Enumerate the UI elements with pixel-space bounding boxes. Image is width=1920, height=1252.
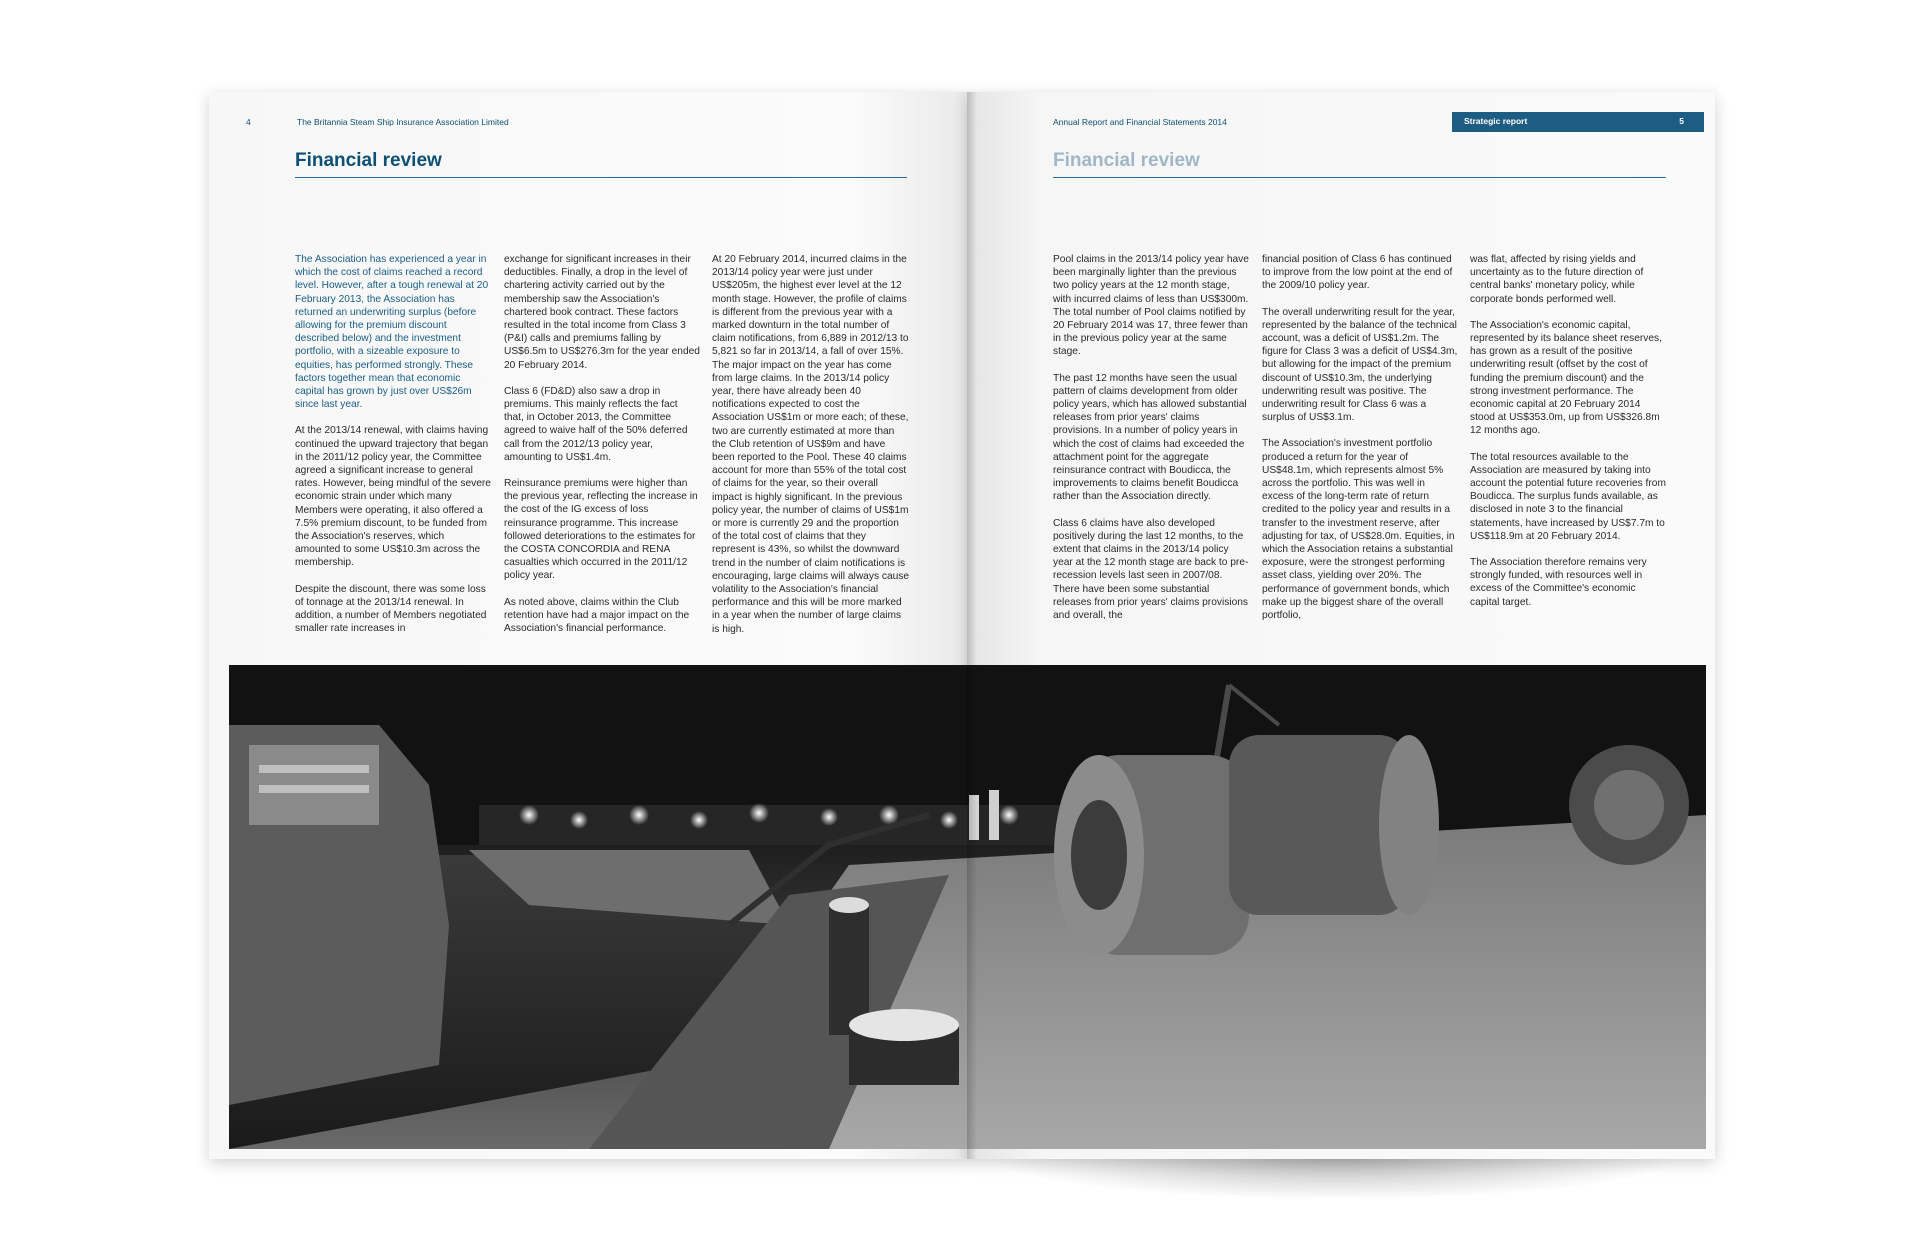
paragraph: The Association's investment portfolio produced a return for the year of US$48.1m, which represents almost 5% across the portfolio. This was well in excess of the long-term rate of return credited to the policy year and results in a transfer to the investment reserve, after adjusting for tax, of US$28.0m. Equities, in which the Association retains a substantial exposure, were the strongest performing asset class, yielding over 20%. The performance of government bonds, which make up the biggest share of the overall portfolio, [1262, 438, 1455, 622]
paragraph: As noted above, claims within the Club retention have had a major impact on the Association's financial performance. [504, 596, 690, 635]
right-page-title: Financial review [1053, 150, 1200, 171]
paragraph: was flat, affected by rising yields and uncertainty as to the future direction of central banks' monetary policy, while corporate bonds performed well. [1470, 254, 1644, 305]
paragraph: Reinsurance premiums were higher than the previous year, reflecting the increase in the cost of the IG excess of loss reinsurance programme. This increase followed deteriorations to the estimates for the COSTA CONCORDIA and RENA casualties which occurred in the 2011/12 policy year. [504, 478, 698, 582]
paragraph: Class 6 (FD&D) also saw a drop in premiums. This mainly reflects the fact that, in October 2013, the Committee agreed to waive half of the 50% deferred call from the 2012/13 policy year, amounting to US$1.4m. [504, 385, 688, 463]
right-running-head: Annual Report and Financial Statements 2014 [1053, 117, 1227, 127]
right-page-number: 5 [1679, 116, 1684, 126]
paragraph: The past 12 months have seen the usual pattern of claims development from older policy years, which has allowed substantial releases from prior years' claims provisions. In a number of policy years in which the cost of claims had exceeded the attachment point for the aggregate reinsurance contract with Boudicca, the improvements to claims benefit Boudicca rather than the Association directly. [1053, 372, 1247, 503]
intro-paragraph: The Association has experienced a year in which the cost of claims reached a record level. However, after a tough renewal at 20 February 2013, the Association has returned an underwriting surplus (before allowing for the premium discount described below) and the investment portfolio, with a sizeable exposure to equities, has performed strongly. These factors together mean that economic capital has grown by just over US$26m since last year. [295, 254, 489, 411]
left-page-number: 4 [246, 117, 251, 127]
left-column-3 [712, 253, 910, 649]
paragraph: financial position of Class 6 has continued to improve from the low point at the end of the 2009/10 policy year. [1262, 254, 1453, 292]
left-page-title: Financial review [295, 150, 442, 171]
paragraph: Despite the discount, there was some loss of tonnage at the 2013/14 renewal. In addition, a number of Members negotiated smaller rate increases in [295, 583, 487, 635]
right-title-rule [1053, 177, 1666, 178]
left-column-2 [504, 253, 700, 648]
paragraph: The overall underwriting result for the year, represented by the balance of the technical account, was a deficit of US$1.2m. The figure for Class 3 was a deficit of US$4.3m, but allowing for the impact of the premium discount of US$10.3m, the underlying underwriting result was positive. The underwriting result for Class 6 was a surplus of US$3.1m. [1262, 306, 1458, 424]
right-column-2 [1262, 253, 1458, 635]
paragraph: Pool claims in the 2013/14 policy year have been marginally lighter than the previous two policy years at the 12 month stage, with incurred claims of less than US$300m. The total number of Pool claims notified by 20 February 2014 was 17, three fewer than in the previous policy year at the same stage. [1053, 254, 1249, 358]
section-banner-label: Strategic report [1464, 116, 1528, 126]
left-column-1 [295, 253, 491, 648]
left-running-head: The Britannia Steam Ship Insurance Association Limited [297, 117, 509, 127]
paragraph: The Association therefore remains very strongly funded, with resources well in excess of the Committee's economic capital target. [1470, 557, 1647, 608]
spread-gutter [967, 92, 977, 1159]
section-banner [1452, 112, 1704, 132]
right-column-3 [1470, 253, 1666, 622]
paragraph: exchange for significant increases in their deductibles. Finally, a drop in the level of chartering activity carried out by the membership saw the Association's chartered book contract. These factors resulted in the total income from Class 3 (P&I) calls and premiums falling by US$6.5m to US$276.3m for the year ended 20 February 2014. [504, 254, 700, 371]
paragraph: Class 6 claims have also developed positively during the last 12 months, to the extent that claims in the 2013/14 policy year at the 12 month stage are back to pre-recession levels last seen in 2007/08. There have been some substantial releases from prior years' claims provisions and overall, the [1053, 517, 1249, 622]
paragraph: At 20 February 2014, incurred claims in the 2013/14 policy year were just under US$205m, the highest ever level at the 12 month stage. However, the profile of claims is different from the previous year with a marked downturn in the total number of claim notifications, from 6,889 in 2012/13 to 5,821 so far in 2013/14, a fall of over 15%. The major impact on the year has come from large claims. In the 2013/14 policy year, there have already been 40 notifications expected to cost the Association US$1m or more each; of these, two are currently estimated at more than the Club retention of US$9m and have been reported to the Pool. These 40 claims account for more than 55% of the total cost of claims for the year, so their overall impact is highly significant. In the previous policy year, the number of claims of US$1m or more is currently 29 and the proportion of the total cost of claims that they represent is 43%, so whilst the downward trend in the number of claim notifications is encouraging, large claims will always cause volatility to the Association's financial performance and this will be more marked in a year when the number of large claims is high. [712, 254, 910, 635]
left-title-rule [295, 177, 907, 178]
right-column-1 [1053, 253, 1249, 635]
paragraph: At the 2013/14 renewal, with claims having continued the upward trajectory that began in the 2011/12 policy year, the Committee agreed a significant increase to general rates. However, being mindful of the severe economic strain under which many Members were operating, it also offered a 7.5% premium discount, to be funded from the Association's reserves, which amounted to some US$10.3m across the membership. [295, 425, 491, 569]
paragraph: The Association's economic capital, represented by its balance sheet reserves, has grown as a result of the positive underwriting result (offset by the cost of funding the premium discount) and the strong investment performance. The economic capital at 20 February 2014 stood at US$353.0m, up from US$326.8m 12 months ago. [1470, 319, 1662, 437]
paragraph: The total resources available to the Association are measured by taking into account the potential future recoveries from Boudicca. The surplus funds available, as disclosed in note 3 to the financial statements, have increased by US$7.7m to US$118.9m at 20 February 2014. [1470, 451, 1666, 542]
